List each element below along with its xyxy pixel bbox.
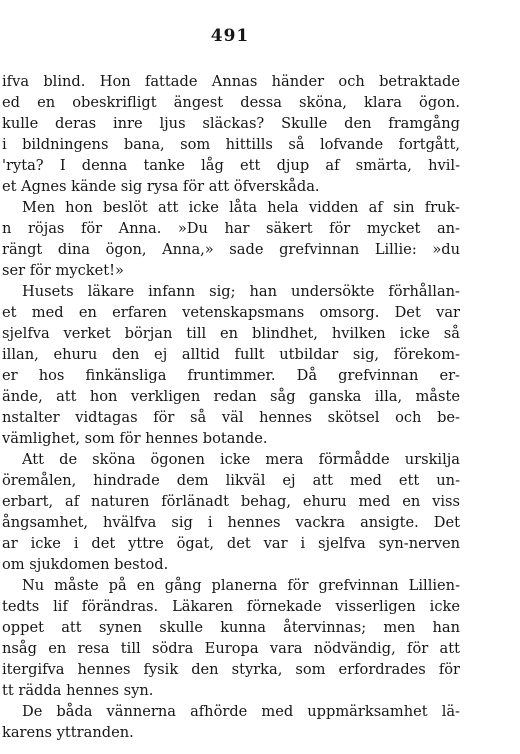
text-line: ifva blind. Hon fattade Annas händer och betraktade	[2, 73, 460, 90]
text-line: tt rädda hennes syn.	[2, 682, 154, 699]
text-line: öremålen, hindrade dem likväl ej att med ett un-	[2, 472, 460, 489]
text-line: ar icke i det yttre ögat, det var i sjelfva syn-nerven	[2, 535, 460, 552]
text-line: erbart, af naturen förlänadt behag, ehuru med en viss	[2, 493, 460, 510]
text-line: vämlighet, som för hennes botande.	[2, 430, 268, 447]
text-line: ångsamhet, hvälfva sig i hennes vackra ansigte. Det	[2, 514, 460, 531]
text-line: Husets läkare infann sig; han undersökte förhållan-	[22, 283, 460, 300]
text-line: om sjukdomen bestod.	[2, 556, 169, 573]
text-line: et Agnes kände sig rysa för att öfverskåda.	[2, 178, 320, 195]
text-line: itergifva hennes fysik den styrka, som erfordrades för	[2, 661, 460, 678]
text-line: ände, att hon verkligen redan såg ganska illa, måste	[2, 388, 460, 405]
text-line: i bildningens bana, som hittills så lofvande fortgått,	[2, 136, 460, 153]
text-line: ed en obeskrifligt ängest dessa sköna, klara ögon.	[2, 94, 460, 111]
text-line: karens yttranden.	[2, 724, 134, 741]
text-line: er hos finkänsliga fruntimmer. Då grefvinnan er-	[2, 367, 460, 384]
text-line: oppet att synen skulle kunna återvinnas; men han	[2, 619, 460, 636]
text-line: et med en erfaren vetenskapsmans omsorg. Det var	[2, 304, 460, 321]
text-line: kulle deras inre ljus släckas? Skulle den framgång	[2, 115, 460, 132]
text-line: ser för mycket!»	[2, 262, 124, 279]
text-line: Men hon beslöt att icke låta hela vidden af sin fruk-	[22, 199, 460, 216]
body-text	[2, 71, 460, 743]
text-line: Nu måste på en gång planerna för grefvinnan Lillien-	[22, 577, 460, 594]
text-line: Att de sköna ögonen icke mera förmådde urskilja	[22, 451, 460, 468]
text-line: nsåg en resa till södra Europa vara nödvändig, för att	[2, 640, 460, 657]
page-number: 491	[210, 26, 250, 46]
text-line: De båda vännerna afhörde med uppmärksamhet lä-	[22, 703, 460, 720]
text-line: tedts lif förändras. Läkaren förnekade visserligen icke	[2, 598, 460, 615]
text-line: 'ryta? I denna tanke låg ett djup af smärta, hvil-	[2, 157, 460, 174]
text-line: illan, ehuru den ej alltid fullt utbildar sig, förekom-	[2, 346, 460, 363]
text-line: rängt dina ögon, Anna,» sade grefvinnan Lillie: »du	[2, 241, 460, 258]
text-line: sjelfva verket början till en blindhet, hvilken icke så	[2, 325, 460, 342]
text-line: nstalter vidtagas för så väl hennes skötsel och be-	[2, 409, 460, 426]
text-line: n röjas för Anna. »Du har säkert för mycket an-	[2, 220, 460, 237]
